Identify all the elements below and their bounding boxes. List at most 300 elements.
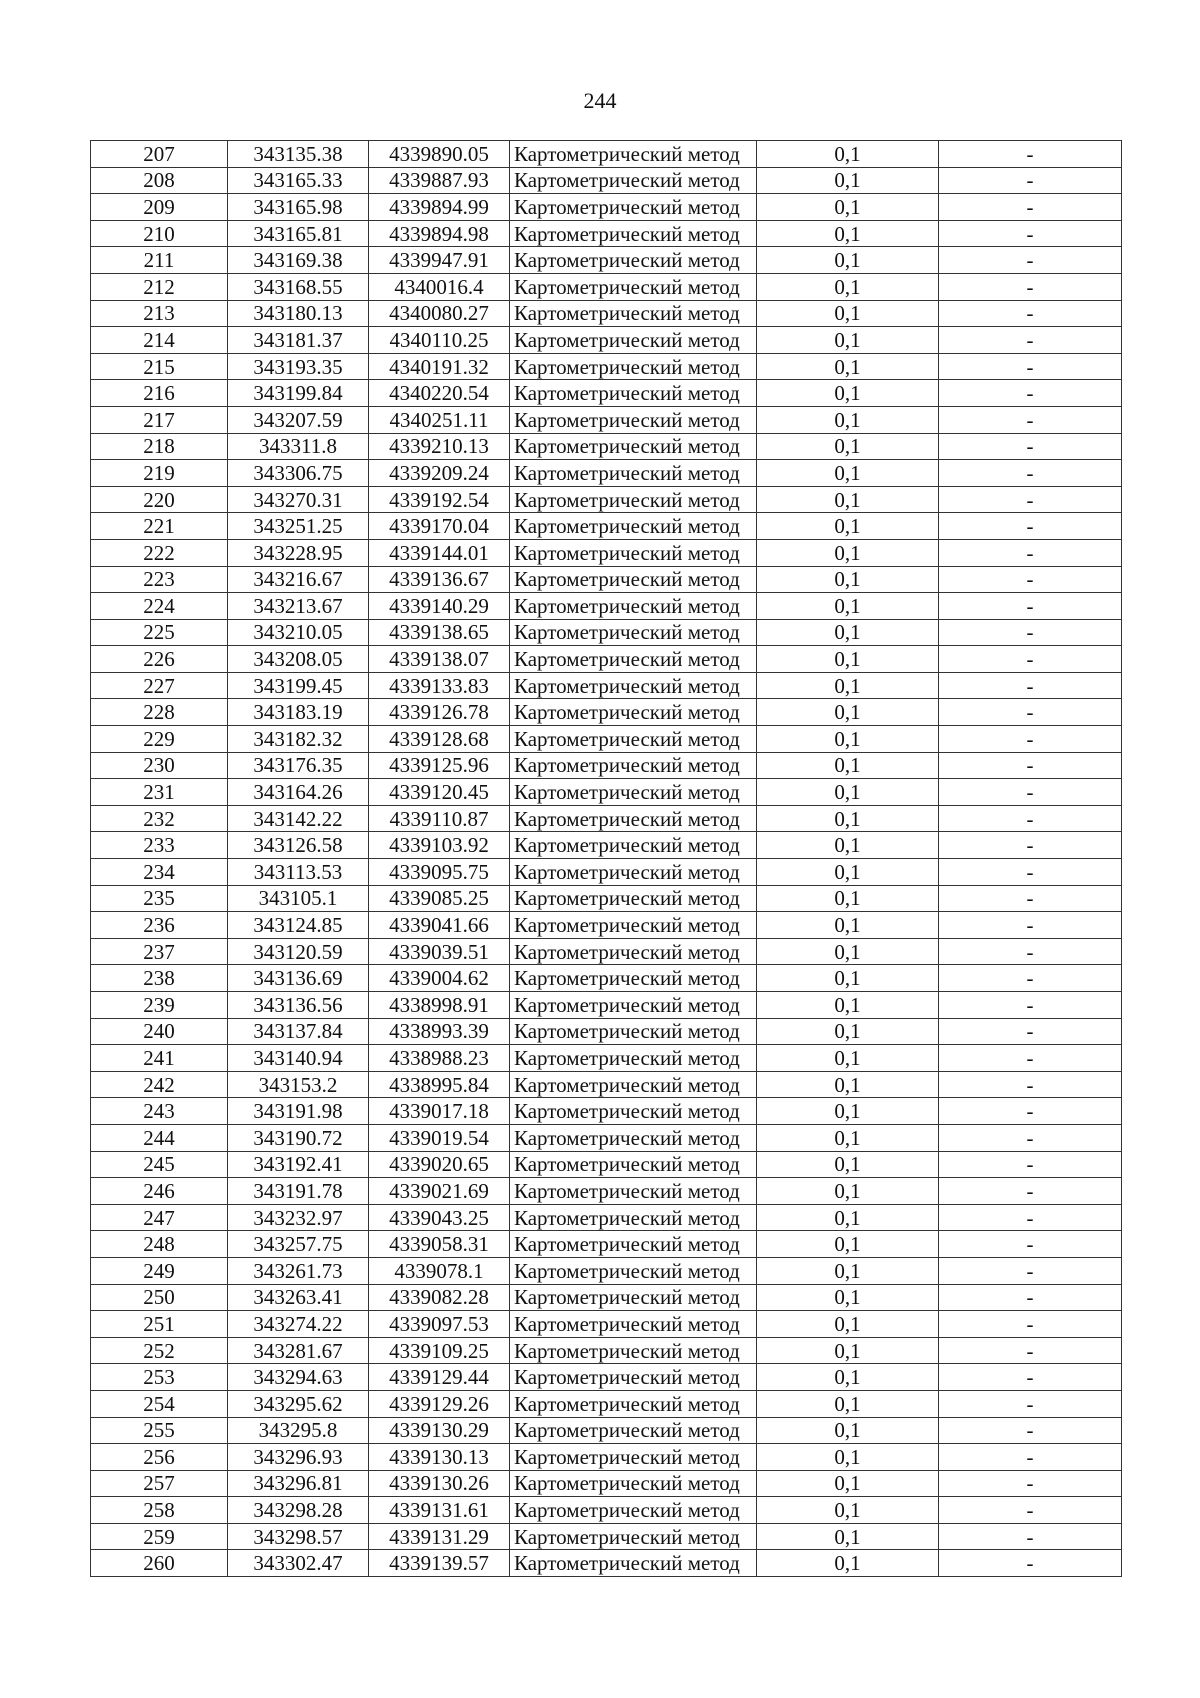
accuracy-cell: 0,1 xyxy=(757,327,939,354)
table-row xyxy=(91,832,1122,859)
accuracy-cell: 0,1 xyxy=(757,646,939,673)
point-number-cell: 222 xyxy=(91,539,228,566)
y-coordinate-cell: 4339058.31 xyxy=(369,1231,510,1258)
x-coordinate-cell: 343199.84 xyxy=(228,380,369,407)
note-cell: - xyxy=(939,486,1122,513)
point-number-cell: 215 xyxy=(91,353,228,380)
note-cell: - xyxy=(939,1497,1122,1524)
point-number-cell: 238 xyxy=(91,965,228,992)
point-number-cell: 249 xyxy=(91,1257,228,1284)
y-coordinate-cell: 4339085.25 xyxy=(369,885,510,912)
note-cell: - xyxy=(939,460,1122,487)
point-number-cell: 255 xyxy=(91,1417,228,1444)
table-row xyxy=(91,726,1122,753)
accuracy-cell: 0,1 xyxy=(757,779,939,806)
point-number-cell: 212 xyxy=(91,273,228,300)
note-cell: - xyxy=(939,247,1122,274)
method-cell: Картометрический метод xyxy=(510,433,757,460)
y-coordinate-cell: 4339020.65 xyxy=(369,1151,510,1178)
method-cell: Картометрический метод xyxy=(510,353,757,380)
point-number-cell: 219 xyxy=(91,460,228,487)
note-cell: - xyxy=(939,1337,1122,1364)
table-row xyxy=(91,752,1122,779)
method-cell: Картометрический метод xyxy=(510,1444,757,1471)
note-cell: - xyxy=(939,805,1122,832)
accuracy-cell: 0,1 xyxy=(757,300,939,327)
point-number-cell: 259 xyxy=(91,1523,228,1550)
point-number-cell: 245 xyxy=(91,1151,228,1178)
point-number-cell: 216 xyxy=(91,380,228,407)
y-coordinate-cell: 4339947.91 xyxy=(369,247,510,274)
x-coordinate-cell: 343140.94 xyxy=(228,1045,369,1072)
coordinates-table xyxy=(90,140,1122,1577)
note-cell: - xyxy=(939,1071,1122,1098)
method-cell: Картометрический метод xyxy=(510,619,757,646)
accuracy-cell: 0,1 xyxy=(757,539,939,566)
y-coordinate-cell: 4339103.92 xyxy=(369,832,510,859)
note-cell: - xyxy=(939,646,1122,673)
x-coordinate-cell: 343168.55 xyxy=(228,273,369,300)
method-cell: Картометрический метод xyxy=(510,1523,757,1550)
x-coordinate-cell: 343183.19 xyxy=(228,699,369,726)
x-coordinate-cell: 343180.13 xyxy=(228,300,369,327)
table-row xyxy=(91,513,1122,540)
x-coordinate-cell: 343182.32 xyxy=(228,726,369,753)
note-cell: - xyxy=(939,513,1122,540)
accuracy-cell: 0,1 xyxy=(757,1337,939,1364)
table-row xyxy=(91,1151,1122,1178)
note-cell: - xyxy=(939,194,1122,221)
table-row xyxy=(91,1337,1122,1364)
x-coordinate-cell: 343298.57 xyxy=(228,1523,369,1550)
page-number: 244 xyxy=(583,88,617,113)
method-cell: Картометрический метод xyxy=(510,380,757,407)
method-cell: Картометрический метод xyxy=(510,1231,757,1258)
x-coordinate-cell: 343281.67 xyxy=(228,1337,369,1364)
accuracy-cell: 0,1 xyxy=(757,433,939,460)
accuracy-cell: 0,1 xyxy=(757,566,939,593)
note-cell: - xyxy=(939,992,1122,1019)
point-number-cell: 217 xyxy=(91,406,228,433)
accuracy-cell: 0,1 xyxy=(757,1550,939,1577)
y-coordinate-cell: 4339890.05 xyxy=(369,141,510,168)
method-cell: Картометрический метод xyxy=(510,699,757,726)
table-row xyxy=(91,167,1122,194)
point-number-cell: 210 xyxy=(91,220,228,247)
method-cell: Картометрический метод xyxy=(510,300,757,327)
note-cell: - xyxy=(939,1284,1122,1311)
y-coordinate-cell: 4339192.54 xyxy=(369,486,510,513)
point-number-cell: 240 xyxy=(91,1018,228,1045)
y-coordinate-cell: 4339126.78 xyxy=(369,699,510,726)
y-coordinate-cell: 4338988.23 xyxy=(369,1045,510,1072)
point-number-cell: 221 xyxy=(91,513,228,540)
x-coordinate-cell: 343135.38 xyxy=(228,141,369,168)
point-number-cell: 239 xyxy=(91,992,228,1019)
point-number-cell: 257 xyxy=(91,1470,228,1497)
table-row xyxy=(91,1497,1122,1524)
accuracy-cell: 0,1 xyxy=(757,699,939,726)
method-cell: Картометрический метод xyxy=(510,1550,757,1577)
point-number-cell: 251 xyxy=(91,1311,228,1338)
x-coordinate-cell: 343216.67 xyxy=(228,566,369,593)
accuracy-cell: 0,1 xyxy=(757,992,939,1019)
table-row xyxy=(91,460,1122,487)
x-coordinate-cell: 343251.25 xyxy=(228,513,369,540)
x-coordinate-cell: 343261.73 xyxy=(228,1257,369,1284)
y-coordinate-cell: 4339170.04 xyxy=(369,513,510,540)
point-number-cell: 220 xyxy=(91,486,228,513)
method-cell: Картометрический метод xyxy=(510,965,757,992)
y-coordinate-cell: 4339130.29 xyxy=(369,1417,510,1444)
note-cell: - xyxy=(939,141,1122,168)
note-cell: - xyxy=(939,353,1122,380)
x-coordinate-cell: 343113.53 xyxy=(228,859,369,886)
point-number-cell: 254 xyxy=(91,1390,228,1417)
table-row xyxy=(91,353,1122,380)
accuracy-cell: 0,1 xyxy=(757,141,939,168)
method-cell: Картометрический метод xyxy=(510,779,757,806)
table-row xyxy=(91,406,1122,433)
y-coordinate-cell: 4339210.13 xyxy=(369,433,510,460)
table-row xyxy=(91,327,1122,354)
method-cell: Картометрический метод xyxy=(510,1390,757,1417)
x-coordinate-cell: 343193.35 xyxy=(228,353,369,380)
note-cell: - xyxy=(939,1178,1122,1205)
table-row xyxy=(91,380,1122,407)
x-coordinate-cell: 343296.81 xyxy=(228,1470,369,1497)
method-cell: Картометрический метод xyxy=(510,539,757,566)
table-row xyxy=(91,141,1122,168)
y-coordinate-cell: 4340080.27 xyxy=(369,300,510,327)
note-cell: - xyxy=(939,832,1122,859)
x-coordinate-cell: 343124.85 xyxy=(228,912,369,939)
point-number-cell: 207 xyxy=(91,141,228,168)
table-row xyxy=(91,486,1122,513)
point-number-cell: 213 xyxy=(91,300,228,327)
table-row xyxy=(91,1018,1122,1045)
note-cell: - xyxy=(939,380,1122,407)
x-coordinate-cell: 343274.22 xyxy=(228,1311,369,1338)
point-number-cell: 248 xyxy=(91,1231,228,1258)
point-number-cell: 253 xyxy=(91,1364,228,1391)
note-cell: - xyxy=(939,752,1122,779)
method-cell: Картометрический метод xyxy=(510,141,757,168)
table-row xyxy=(91,247,1122,274)
x-coordinate-cell: 343165.81 xyxy=(228,220,369,247)
method-cell: Картометрический метод xyxy=(510,912,757,939)
accuracy-cell: 0,1 xyxy=(757,805,939,832)
y-coordinate-cell: 4339129.44 xyxy=(369,1364,510,1391)
note-cell: - xyxy=(939,1098,1122,1125)
table-row xyxy=(91,699,1122,726)
note-cell: - xyxy=(939,300,1122,327)
accuracy-cell: 0,1 xyxy=(757,1523,939,1550)
table-row xyxy=(91,1390,1122,1417)
note-cell: - xyxy=(939,859,1122,886)
table-row xyxy=(91,859,1122,886)
point-number-cell: 243 xyxy=(91,1098,228,1125)
y-coordinate-cell: 4340220.54 xyxy=(369,380,510,407)
point-number-cell: 209 xyxy=(91,194,228,221)
point-number-cell: 228 xyxy=(91,699,228,726)
x-coordinate-cell: 343191.98 xyxy=(228,1098,369,1125)
method-cell: Картометрический метод xyxy=(510,885,757,912)
table-row xyxy=(91,194,1122,221)
point-number-cell: 247 xyxy=(91,1204,228,1231)
table-row xyxy=(91,1071,1122,1098)
point-number-cell: 224 xyxy=(91,593,228,620)
method-cell: Картометрический метод xyxy=(510,1045,757,1072)
accuracy-cell: 0,1 xyxy=(757,965,939,992)
x-coordinate-cell: 343270.31 xyxy=(228,486,369,513)
table-row xyxy=(91,646,1122,673)
y-coordinate-cell: 4338995.84 xyxy=(369,1071,510,1098)
x-coordinate-cell: 343192.41 xyxy=(228,1151,369,1178)
y-coordinate-cell: 4339043.25 xyxy=(369,1204,510,1231)
method-cell: Картометрический метод xyxy=(510,1311,757,1338)
point-number-cell: 225 xyxy=(91,619,228,646)
accuracy-cell: 0,1 xyxy=(757,752,939,779)
note-cell: - xyxy=(939,566,1122,593)
accuracy-cell: 0,1 xyxy=(757,619,939,646)
y-coordinate-cell: 4339039.51 xyxy=(369,938,510,965)
accuracy-cell: 0,1 xyxy=(757,247,939,274)
table-row xyxy=(91,938,1122,965)
accuracy-cell: 0,1 xyxy=(757,1231,939,1258)
accuracy-cell: 0,1 xyxy=(757,1284,939,1311)
note-cell: - xyxy=(939,1018,1122,1045)
point-number-cell: 241 xyxy=(91,1045,228,1072)
method-cell: Картометрический метод xyxy=(510,1284,757,1311)
table-row xyxy=(91,433,1122,460)
note-cell: - xyxy=(939,938,1122,965)
y-coordinate-cell: 4339125.96 xyxy=(369,752,510,779)
x-coordinate-cell: 343176.35 xyxy=(228,752,369,779)
y-coordinate-cell: 4339128.68 xyxy=(369,726,510,753)
y-coordinate-cell: 4339131.61 xyxy=(369,1497,510,1524)
note-cell: - xyxy=(939,726,1122,753)
point-number-cell: 218 xyxy=(91,433,228,460)
table-row xyxy=(91,965,1122,992)
y-coordinate-cell: 4338993.39 xyxy=(369,1018,510,1045)
table-row xyxy=(91,1284,1122,1311)
table-row xyxy=(91,1470,1122,1497)
x-coordinate-cell: 343298.28 xyxy=(228,1497,369,1524)
table-row xyxy=(91,1444,1122,1471)
x-coordinate-cell: 343137.84 xyxy=(228,1018,369,1045)
point-number-cell: 208 xyxy=(91,167,228,194)
method-cell: Картометрический метод xyxy=(510,1124,757,1151)
note-cell: - xyxy=(939,433,1122,460)
accuracy-cell: 0,1 xyxy=(757,1151,939,1178)
note-cell: - xyxy=(939,779,1122,806)
note-cell: - xyxy=(939,273,1122,300)
accuracy-cell: 0,1 xyxy=(757,1124,939,1151)
note-cell: - xyxy=(939,1231,1122,1258)
accuracy-cell: 0,1 xyxy=(757,513,939,540)
table-row xyxy=(91,1124,1122,1151)
method-cell: Картометрический метод xyxy=(510,1204,757,1231)
table-row xyxy=(91,1364,1122,1391)
table-row xyxy=(91,805,1122,832)
method-cell: Картометрический метод xyxy=(510,646,757,673)
x-coordinate-cell: 343232.97 xyxy=(228,1204,369,1231)
x-coordinate-cell: 343210.05 xyxy=(228,619,369,646)
x-coordinate-cell: 343136.56 xyxy=(228,992,369,1019)
table-row xyxy=(91,1204,1122,1231)
x-coordinate-cell: 343213.67 xyxy=(228,593,369,620)
y-coordinate-cell: 4339140.29 xyxy=(369,593,510,620)
y-coordinate-cell: 4339082.28 xyxy=(369,1284,510,1311)
table-row xyxy=(91,593,1122,620)
x-coordinate-cell: 343294.63 xyxy=(228,1364,369,1391)
y-coordinate-cell: 4339129.26 xyxy=(369,1390,510,1417)
method-cell: Картометрический метод xyxy=(510,486,757,513)
point-number-cell: 211 xyxy=(91,247,228,274)
point-number-cell: 250 xyxy=(91,1284,228,1311)
point-number-cell: 244 xyxy=(91,1124,228,1151)
y-coordinate-cell: 4339078.1 xyxy=(369,1257,510,1284)
accuracy-cell: 0,1 xyxy=(757,194,939,221)
y-coordinate-cell: 4339021.69 xyxy=(369,1178,510,1205)
note-cell: - xyxy=(939,672,1122,699)
point-number-cell: 242 xyxy=(91,1071,228,1098)
table-row xyxy=(91,220,1122,247)
coordinates-table-body xyxy=(91,141,1122,1577)
note-cell: - xyxy=(939,593,1122,620)
accuracy-cell: 0,1 xyxy=(757,593,939,620)
y-coordinate-cell: 4339894.98 xyxy=(369,220,510,247)
y-coordinate-cell: 4339095.75 xyxy=(369,859,510,886)
table-row xyxy=(91,1098,1122,1125)
method-cell: Картометрический метод xyxy=(510,1417,757,1444)
note-cell: - xyxy=(939,1523,1122,1550)
note-cell: - xyxy=(939,220,1122,247)
method-cell: Картометрический метод xyxy=(510,220,757,247)
y-coordinate-cell: 4339138.07 xyxy=(369,646,510,673)
y-coordinate-cell: 4339109.25 xyxy=(369,1337,510,1364)
note-cell: - xyxy=(939,965,1122,992)
table-row xyxy=(91,992,1122,1019)
accuracy-cell: 0,1 xyxy=(757,380,939,407)
accuracy-cell: 0,1 xyxy=(757,1364,939,1391)
accuracy-cell: 0,1 xyxy=(757,672,939,699)
method-cell: Картометрический метод xyxy=(510,593,757,620)
note-cell: - xyxy=(939,1470,1122,1497)
method-cell: Картометрический метод xyxy=(510,1151,757,1178)
method-cell: Картометрический метод xyxy=(510,460,757,487)
method-cell: Картометрический метод xyxy=(510,1178,757,1205)
table-row xyxy=(91,273,1122,300)
y-coordinate-cell: 4340191.32 xyxy=(369,353,510,380)
method-cell: Картометрический метод xyxy=(510,566,757,593)
accuracy-cell: 0,1 xyxy=(757,1311,939,1338)
y-coordinate-cell: 4339097.53 xyxy=(369,1311,510,1338)
point-number-cell: 260 xyxy=(91,1550,228,1577)
note-cell: - xyxy=(939,1311,1122,1338)
accuracy-cell: 0,1 xyxy=(757,1204,939,1231)
x-coordinate-cell: 343191.78 xyxy=(228,1178,369,1205)
accuracy-cell: 0,1 xyxy=(757,406,939,433)
accuracy-cell: 0,1 xyxy=(757,1417,939,1444)
accuracy-cell: 0,1 xyxy=(757,1045,939,1072)
accuracy-cell: 0,1 xyxy=(757,1018,939,1045)
accuracy-cell: 0,1 xyxy=(757,220,939,247)
table-row xyxy=(91,1417,1122,1444)
x-coordinate-cell: 343181.37 xyxy=(228,327,369,354)
note-cell: - xyxy=(939,912,1122,939)
point-number-cell: 234 xyxy=(91,859,228,886)
accuracy-cell: 0,1 xyxy=(757,1390,939,1417)
note-cell: - xyxy=(939,699,1122,726)
accuracy-cell: 0,1 xyxy=(757,460,939,487)
accuracy-cell: 0,1 xyxy=(757,1470,939,1497)
method-cell: Картометрический метод xyxy=(510,406,757,433)
method-cell: Картометрический метод xyxy=(510,992,757,1019)
note-cell: - xyxy=(939,1045,1122,1072)
table-row xyxy=(91,539,1122,566)
accuracy-cell: 0,1 xyxy=(757,912,939,939)
point-number-cell: 235 xyxy=(91,885,228,912)
y-coordinate-cell: 4339004.62 xyxy=(369,965,510,992)
x-coordinate-cell: 343105.1 xyxy=(228,885,369,912)
x-coordinate-cell: 343142.22 xyxy=(228,805,369,832)
table-row xyxy=(91,300,1122,327)
x-coordinate-cell: 343153.2 xyxy=(228,1071,369,1098)
point-number-cell: 229 xyxy=(91,726,228,753)
x-coordinate-cell: 343207.59 xyxy=(228,406,369,433)
note-cell: - xyxy=(939,539,1122,566)
method-cell: Картометрический метод xyxy=(510,327,757,354)
point-number-cell: 230 xyxy=(91,752,228,779)
table-row xyxy=(91,1178,1122,1205)
note-cell: - xyxy=(939,1151,1122,1178)
y-coordinate-cell: 4339133.83 xyxy=(369,672,510,699)
note-cell: - xyxy=(939,1390,1122,1417)
accuracy-cell: 0,1 xyxy=(757,1497,939,1524)
note-cell: - xyxy=(939,1550,1122,1577)
note-cell: - xyxy=(939,885,1122,912)
point-number-cell: 233 xyxy=(91,832,228,859)
y-coordinate-cell: 4339209.24 xyxy=(369,460,510,487)
accuracy-cell: 0,1 xyxy=(757,859,939,886)
method-cell: Картометрический метод xyxy=(510,1018,757,1045)
accuracy-cell: 0,1 xyxy=(757,1098,939,1125)
accuracy-cell: 0,1 xyxy=(757,353,939,380)
x-coordinate-cell: 343311.8 xyxy=(228,433,369,460)
x-coordinate-cell: 343228.95 xyxy=(228,539,369,566)
y-coordinate-cell: 4338998.91 xyxy=(369,992,510,1019)
y-coordinate-cell: 4339894.99 xyxy=(369,194,510,221)
point-number-cell: 246 xyxy=(91,1178,228,1205)
x-coordinate-cell: 343295.8 xyxy=(228,1417,369,1444)
y-coordinate-cell: 4339017.18 xyxy=(369,1098,510,1125)
method-cell: Картометрический метод xyxy=(510,1098,757,1125)
x-coordinate-cell: 343190.72 xyxy=(228,1124,369,1151)
note-cell: - xyxy=(939,167,1122,194)
accuracy-cell: 0,1 xyxy=(757,1257,939,1284)
x-coordinate-cell: 343165.98 xyxy=(228,194,369,221)
y-coordinate-cell: 4340016.4 xyxy=(369,273,510,300)
method-cell: Картометрический метод xyxy=(510,859,757,886)
method-cell: Картометрический метод xyxy=(510,672,757,699)
note-cell: - xyxy=(939,327,1122,354)
method-cell: Картометрический метод xyxy=(510,752,757,779)
y-coordinate-cell: 4339041.66 xyxy=(369,912,510,939)
table-row xyxy=(91,1523,1122,1550)
y-coordinate-cell: 4339138.65 xyxy=(369,619,510,646)
